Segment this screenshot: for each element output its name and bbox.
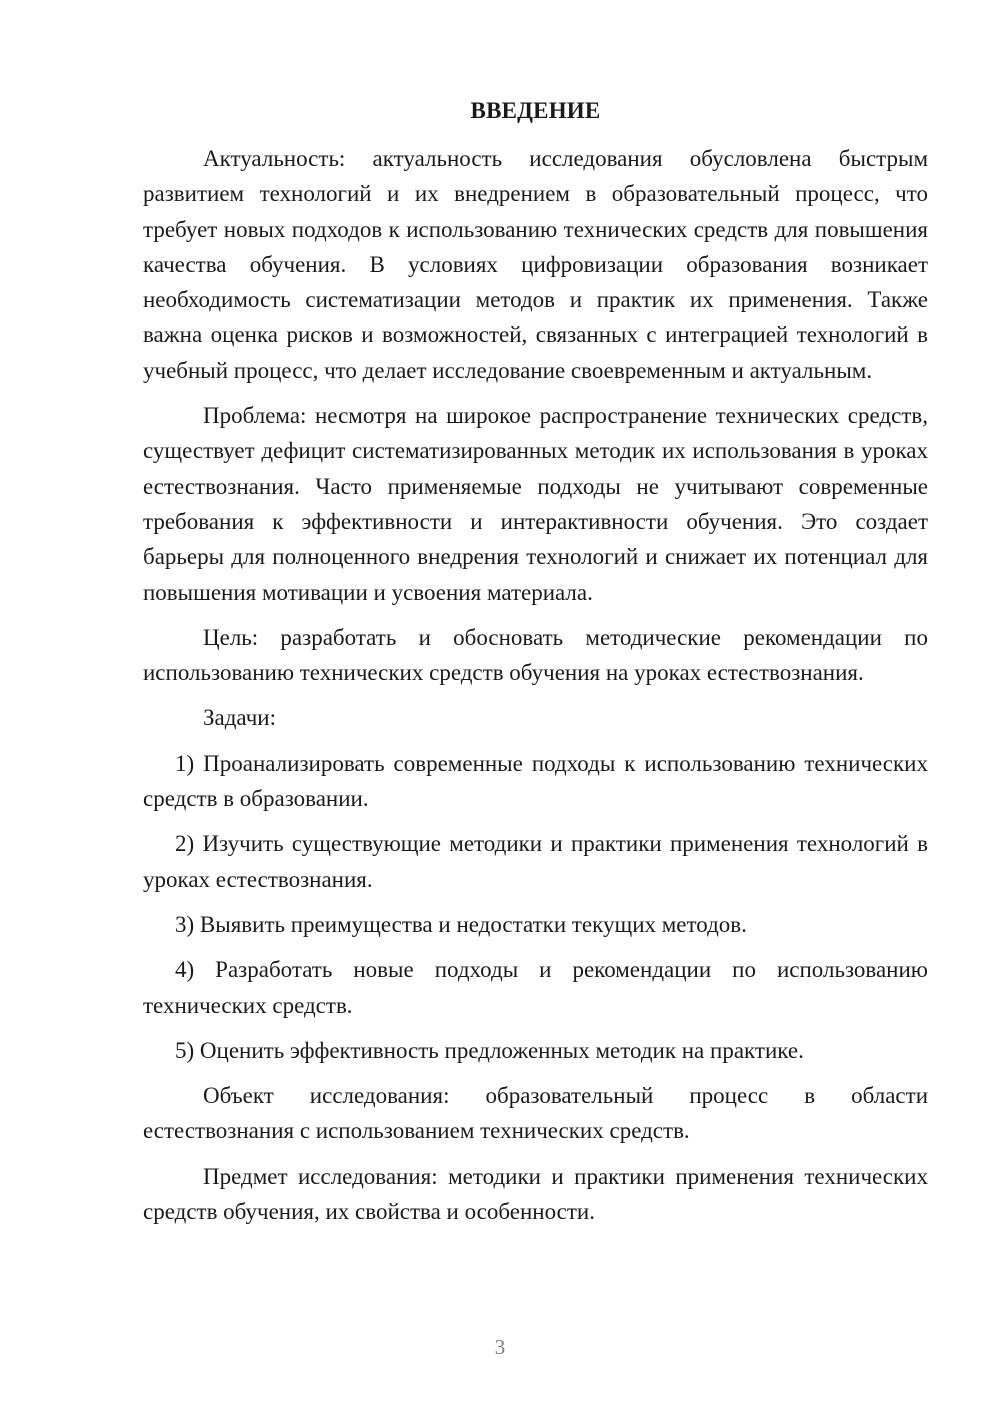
page-number: 3 xyxy=(494,1335,506,1359)
task-item-2: 2) Изучить существующие методики и практики применения технологий в уроках естествознания. xyxy=(143,831,928,892)
task-item-4: 4) Разработать новые подходы и рекомендации по использованию технических средств. xyxy=(143,957,928,1018)
goal-paragraph: Цель: разработать и обосновать методические рекомендации по использованию технических средств обучения на уроках естествознания. xyxy=(143,624,928,686)
task-item-1: 1) Проанализировать современные подходы к использованию технических средств в образовании. xyxy=(143,750,928,812)
relevance-paragraph: Актуальность: актуальность исследования обусловлена быстрым развитием технологий и их внедрением в образовательный процесс, что требует новых подходов к использованию технических средств для повышения качества обучения. В условиях цифровизации образования возникает необходимость систематизации методов и практик их применения. Также важна оценка рисков и возможностей, связанных с интеграцией технологий в учебный процесс, что делает исследование своевременным и актуальным. xyxy=(143,146,928,383)
section-heading: ВВЕДЕНИЕ xyxy=(470,98,601,123)
object-paragraph: Объект исследования: образовательный процесс в области естествознания с использованием технических средств. xyxy=(143,1083,928,1144)
task-item-3: 3) Выявить преимущества и недостатки текущих методов. xyxy=(175,911,747,937)
subject-paragraph: Предмет исследования: методики и практики применения технических средств обучения, их свойства и особенности. xyxy=(143,1163,928,1225)
problem-paragraph: Проблема: несмотря на широкое распространение технических средств, существует дефицит систематизированных методик их использования в уроках естествознания. Часто применяемые подходы не учитывают современные требования к эффективности и интерактивности обучения. Это создает барьеры для полноценного внедрения технологий и снижает их потенциал для повышения мотивации и усвоения материала. xyxy=(143,403,928,605)
task-item-5: 5) Оценить эффективность предложенных методик на практике. xyxy=(175,1037,804,1063)
page-content xyxy=(143,93,928,1229)
tasks-label: Задачи: xyxy=(203,705,276,731)
